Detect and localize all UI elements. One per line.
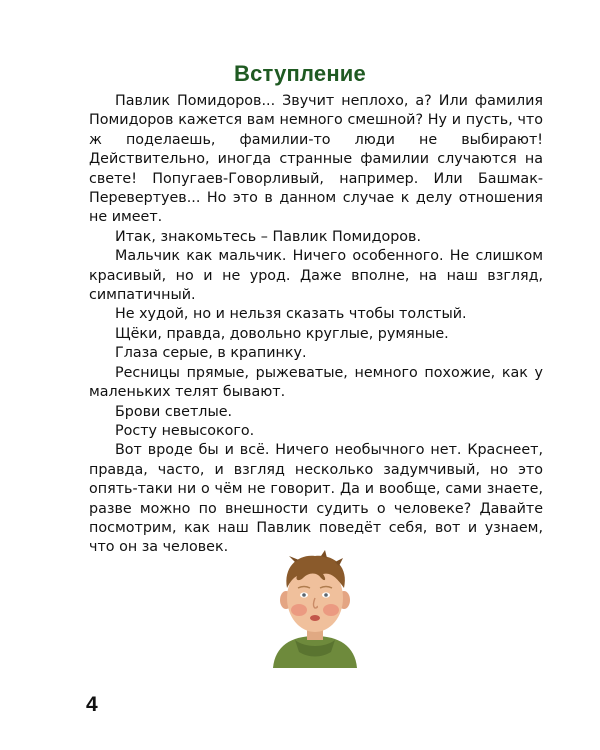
paragraph: Глаза серые, в крапинку. [115,345,307,362]
body-text [89,92,543,558]
paragraph: Щёки, правда, довольно круглые, румяные. [115,325,449,342]
chapter-title: Вступление [234,60,366,86]
paragraph: Итак, знакомьтесь – Павлик Помидоров. [115,228,422,245]
paragraph: Росту невысокого. [115,422,255,439]
paragraph: Павлик Помидоров... Звучит неплохо, а? Или фамилия Помидоров кажется вам немного смешной? Ну и пусть, что ж поделаешь, фамилии-то люди не выбирают! Действительно, иногда странные фамилии случаются на свете! Попугаев-Говорливый, например. Или Башмак-Перевертуев... Но это в данном случае к делу отношения не имеет. [89,93,543,226]
page-number: 4 [86,693,98,716]
paragraph: Вот вроде бы и всё. Ничего необычного нет. Краснеет, правда, часто, и взгляд несколько задумчивый, но это опять-таки ни о чём не говорит. Да и вообще, сами знаете, разве можно по внешности судить о человеке? Давайте посмотрим, как наш Павлик поведёт себя, вот и узнаем, что он за человек. [89,442,543,556]
paragraph: Мальчик как мальчик. Ничего особенного. Не слишком красивый, но и не урод. Даже вполне, на наш взгляд, симпатичный. [89,248,543,304]
boy-portrait-illustration [265,548,365,668]
paragraph: Не худой, но и нельзя сказать чтобы толстый. [115,306,467,323]
paragraph: Брови светлые. [115,403,233,420]
paragraph: Ресницы прямые, рыжеватые, немного похожие, как у маленьких телят бывают. [89,364,543,401]
